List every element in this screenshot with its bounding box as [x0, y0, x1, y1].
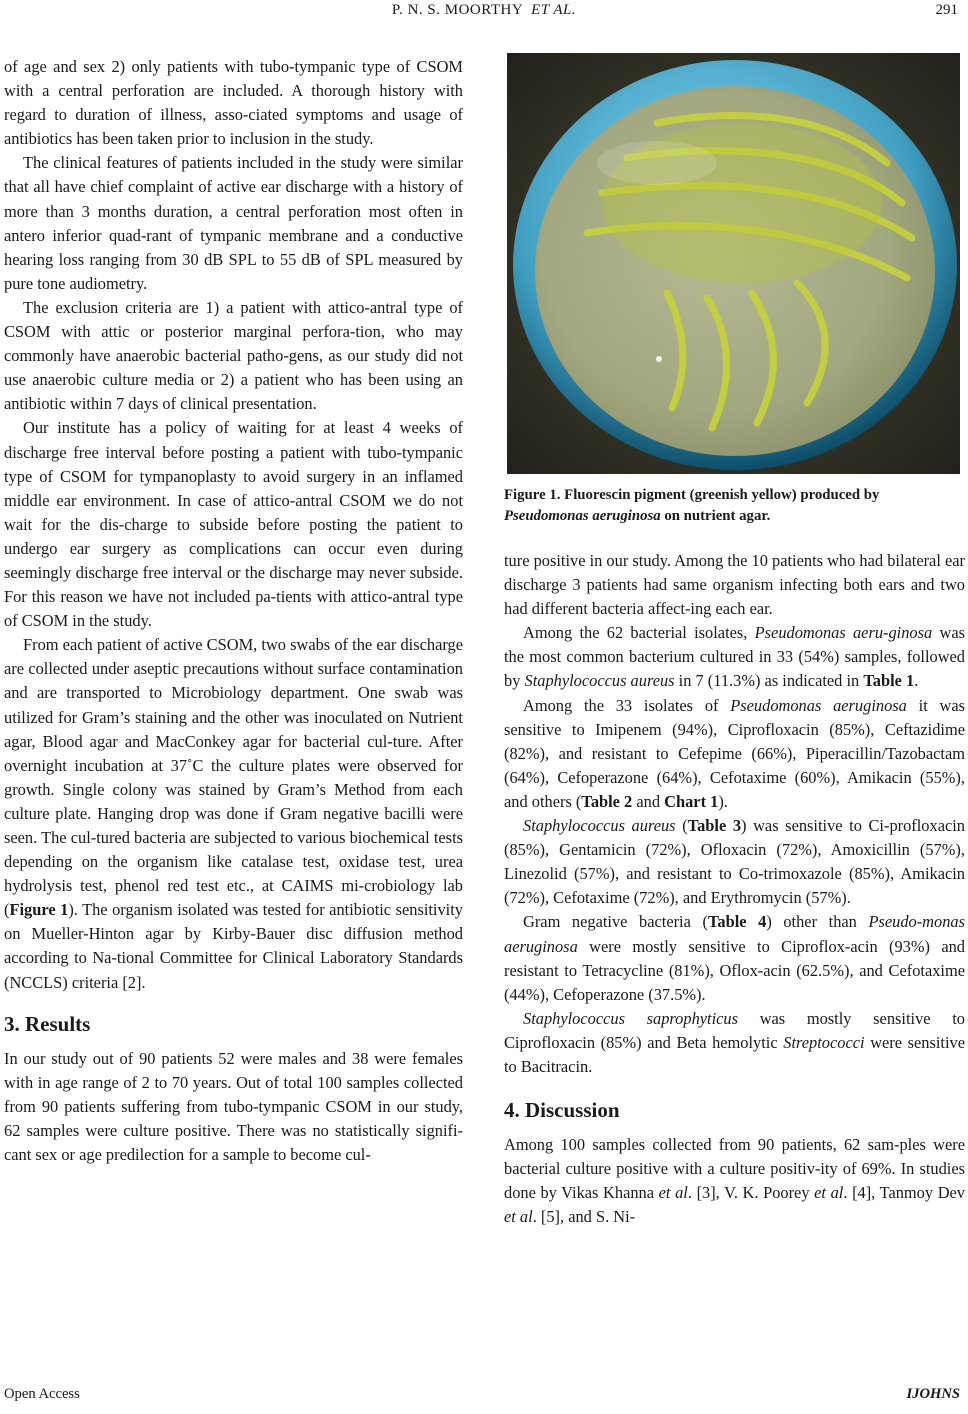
- text-run: and: [636, 791, 661, 811]
- text-run: . [3], V. K. Poorey: [687, 1183, 810, 1203]
- species-name: Staphylococcus aureus: [523, 816, 676, 836]
- caption-label: Figure 1.: [504, 487, 561, 503]
- table-ref: Table 4: [707, 912, 767, 932]
- paragraph: [504, 910, 965, 1006]
- text-run: . [5], and S. Ni-: [532, 1207, 636, 1227]
- section-heading-discussion: 4. Discussion: [504, 1098, 620, 1123]
- journal-name: IJOHNS: [906, 1386, 960, 1402]
- species-name: Pseudo-monas aeruginosa: [504, 912, 965, 956]
- et-al: et al: [504, 1207, 533, 1227]
- et-al: ET AL.: [531, 2, 577, 18]
- left-column: [4, 55, 463, 1167]
- et-al: et al: [658, 1183, 688, 1203]
- text-run: ).: [718, 791, 728, 811]
- paragraph: [504, 1133, 965, 1229]
- table-ref: Table 1: [863, 671, 915, 691]
- figure-caption: [504, 485, 966, 527]
- text-run: .: [914, 671, 919, 691]
- text-run: Among the 62 bacterial isolates,: [523, 623, 748, 643]
- species-name: Staphylococcus aureus: [524, 671, 675, 691]
- paragraph: The clinical features of patients included in the study were similar that all have chief complaint of active ear discharge with a history of more than 3 months duration, a central perforation most often in antero inferior quad-rant of tympanic membrane and a conductive hearing loss ranging from 30 dB SPL to 55 dB of SPL measured by pure tone audiometry.: [4, 153, 463, 293]
- text-run: ) other than: [766, 912, 857, 932]
- species-name: Pseudomonas aeruginosa: [730, 695, 907, 715]
- paragraph: ture positive in our study. Among the 10 patients who had bilateral ear discharge 3 patients had same organism infecting both ears and two had different bacteria affect-ing each ear.: [504, 551, 965, 619]
- caption-text: Fluorescin pigment (greenish yellow) produced by: [564, 487, 880, 503]
- text-run: Among 100 samples collected from 90 patients, 62 sam-ples were bacterial culture positive with a culture positiv-ity of 69%. In studies done by Vikas Khanna: [504, 1135, 965, 1203]
- species-name: Pseudomonas aeru-ginosa: [754, 623, 933, 643]
- petri-dish-photo: [507, 53, 960, 474]
- text-run: was mostly sensitive to Ciprofloxacin (85%) and Beta hemolytic: [504, 1008, 965, 1052]
- right-column: [504, 549, 965, 1229]
- paragraph: Our institute has a policy of waiting for at least 4 weeks of discharge free interval before posting a patient with tubo-tympanic type of CSOM for tympanoplasty to avoid surgery in an inflamed middle ear environment. In case of attico-antral CSOM we do not wait for the dis-charge to subside before posting the patient to undergo ear surgery as complications can occur even during seemingly discharge free interval or the discharge may never subside. For this reason we have not included pa-tients with attico-antral type of CSOM in the study.: [4, 418, 463, 631]
- paragraph: [4, 633, 463, 994]
- paragraph: of age and sex 2) only patients with tubo-tympanic type of CSOM with a central perforation are included. A thorough history with regard to duration of illness, asso-ciated symptoms and usage of antibiotics has been taken prior to inclusion in the study.: [4, 57, 463, 149]
- text-run: From each patient of active CSOM, two swabs of the ear discharge are collected under aseptic precautions without surface contamination and are transported to Microbiology department. One swab was utilized for Gram’s staining and the other was inoculated on Nutrient agar, Blood agar and MacConkey agar for bacterial cul-ture. After overnight incubation at 37˚C the culture plates were observed for growth. Single colony was stained by Gram’s Method from each culture plate. Hanging drop was done if Gram negative bacilli were seen. The cul-tured bacteria are subjected to various biochemical tests depending on the organism like catalase test, oxidase test, urea hydrolysis test, phenol red test etc., at CAIMS mi-crobiology lab (: [4, 635, 463, 920]
- text-run: were sensitive to Bacitracin.: [504, 1032, 965, 1076]
- chart-ref: Chart 1: [664, 791, 719, 811]
- text-run: in 7 (11.3%) as indicated in: [678, 671, 860, 691]
- paragraph: [504, 814, 965, 910]
- paragraph: [504, 621, 965, 693]
- table-ref: Table 2: [581, 791, 633, 811]
- paragraph: In our study out of 90 patients 52 were males and 38 were females with in age range of 2 to 70 years. Out of total 100 samples collected from 90 patients suffering from tubo-tympanic CSOM in our study, 62 samples were culture positive. There was no statistically signifi-cant sex or age predilection for a sample to become cul-: [4, 1048, 463, 1165]
- text-run: were mostly sensitive to Ciproflox-acin (93%) and resistant to Tetracycline (81%), Oflox-acin (62.5%), and Cefotaxime (44%), Cefoperazone (37.5%).: [504, 936, 965, 1004]
- caption-tail: on nutrient agar.: [664, 508, 771, 524]
- paragraph: The exclusion criteria are 1) a patient with attico-antral type of CSOM with attic or posterior marginal perfora-tion, who may commonly have anaerobic bacterial patho-gens, as our study did not use anaerobic culture media or 2) a patient who has been using an antibiotic within 7 days of clinical presentation.: [4, 297, 463, 414]
- text-run: ) was sensitive to Ci-profloxacin (85%), Gentamicin (72%), Ofloxacin (72%), Amoxicillin (57%), Linezolid (57%), and resistant to Co-trimoxazole (85%), Amikacin (72%), Cefotaxime (72%), and Erythromycin (57%).: [504, 816, 965, 908]
- text-run: . [4], Tanmoy Dev: [843, 1183, 965, 1203]
- caption-species: Pseudomonas aeruginosa: [504, 508, 661, 524]
- figure-1-image: [507, 53, 960, 474]
- running-head-authors: [0, 2, 968, 19]
- page-header: [0, 0, 968, 28]
- text-run: ). The organism isolated was tested for antibiotic sensitivity on Mueller-Hinton agar by Kirby-Bauer disc diffusion method according to Na-tional Committee for Clinical Laboratory Standards (NCCLS) criteria [2].: [4, 900, 463, 992]
- et-al: et al: [814, 1183, 844, 1203]
- paragraph: [504, 694, 965, 814]
- text-run: Among the 33 isolates of: [523, 695, 719, 715]
- species-name: Streptococci: [783, 1032, 865, 1052]
- open-access-label: Open Access: [4, 1386, 80, 1402]
- figure-ref: Figure 1: [9, 900, 69, 920]
- page-footer: [0, 1386, 968, 1410]
- light-reflection: [597, 141, 717, 185]
- text-run: was the most common bacterium cultured in 33 (54%) samples, followed by: [504, 623, 965, 691]
- author-name: P. N. S. MOORTHY: [391, 2, 523, 18]
- text-run: (: [682, 816, 688, 836]
- text-run: Gram negative bacteria (: [523, 912, 708, 932]
- table-ref: Table 3: [687, 816, 742, 836]
- text-run: it was sensitive to Imipenem (94%), Ciprofloxacin (85%), Ceftazidime (82%), and resistant to Cefepime (66%), Piperacillin/Tazobactam (64%), Cefoperazone (64%), Cefotaxime (60%), Amikacin (55%), and others (: [504, 695, 966, 811]
- species-name: Staphylococcus saprophyticus: [523, 1008, 738, 1028]
- paragraph: [504, 1007, 965, 1079]
- section-heading-results: 3. Results: [4, 1011, 91, 1036]
- page-number: 291: [935, 2, 958, 18]
